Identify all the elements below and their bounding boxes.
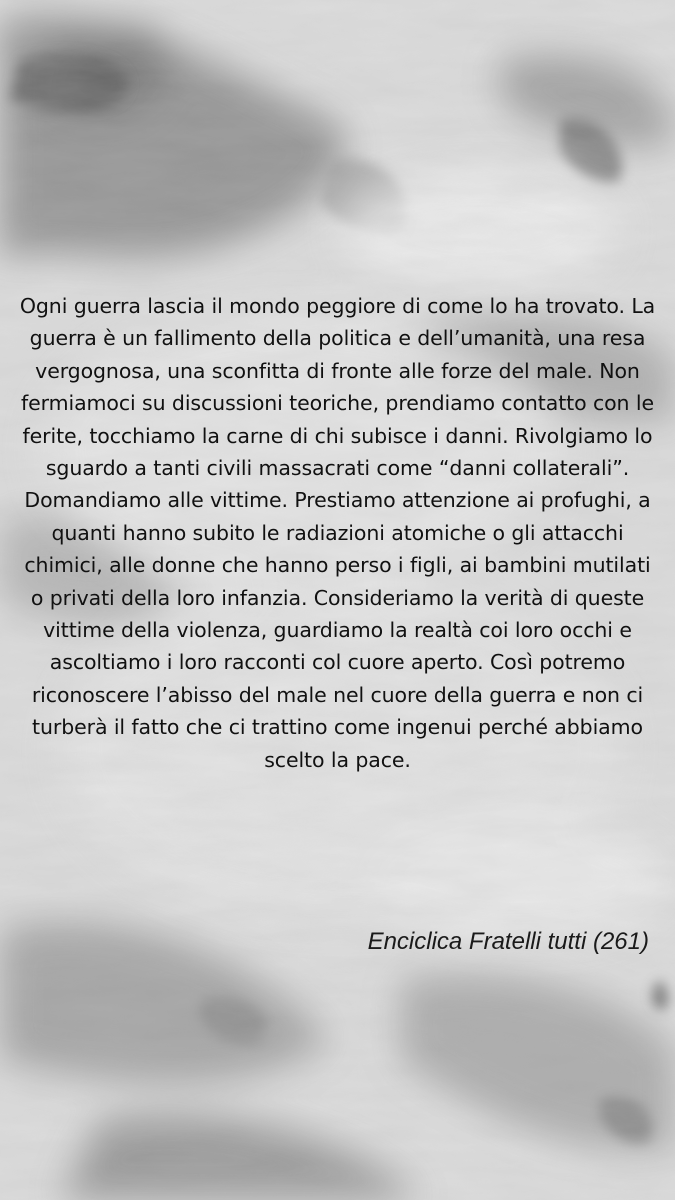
quote-text: Ogni guerra lascia il mondo peggiore di come lo ha trovato. La guerra è un fallimento della politica e dell’umanità, una resa vergognosa, una sconfitta di fronte alle forze del male. Non fermiamoci su discussioni teoriche, prendiamo contatto con le ferite, tocchiamo la carne di chi subisce i danni. Rivolgiamo lo sguardo a tanti civili massacrati come “danni collaterali”. Domandiamo alle vittime. Prestiamo attenzione ai profughi, a quanti hanno subito le radiazioni atomiche o gli attacchi chimici, alle donne che hanno perso i figli, ai bambini mutilati o privati della loro infanzia. Consideriamo la verità di queste vittime della violenza, guardiamo la realtà coi loro occhi e ascoltiamo i loro racconti col cuore aperto. Così potremo riconoscere l’abisso del male nel cuore della guerra e non ci turberà il fatto che ci trattino come ingenui perché abbiamo scelto la pace.: [19, 294, 656, 772]
quote-attribution: Enciclica Fratelli tutti (261): [367, 928, 649, 955]
